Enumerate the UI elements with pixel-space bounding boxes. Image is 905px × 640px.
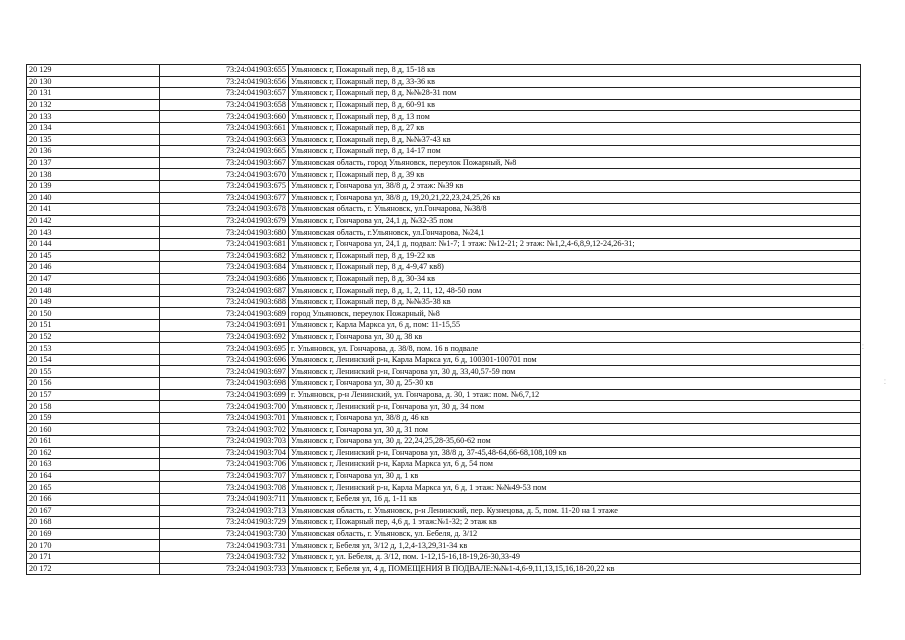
row-number: 20 132: [27, 99, 160, 111]
register-table-body: [27, 65, 861, 575]
row-number: 20 160: [27, 424, 160, 436]
cadastral-number: 73:24:041903:658: [160, 99, 289, 111]
row-number: 20 162: [27, 447, 160, 459]
address-cell: Ульяновск г, Пожарный пер, 8 д, 33-36 кв: [289, 76, 861, 88]
row-number: 20 153: [27, 343, 160, 355]
address-cell: Ульяновск г, Гончарова ул, 24,1 д, №32-35 пом: [289, 215, 861, 227]
table-row: [27, 262, 861, 274]
row-number: 20 156: [27, 378, 160, 390]
table-row: [27, 296, 861, 308]
cadastral-number: 73:24:041903:679: [160, 215, 289, 227]
cadastral-number: 73:24:041903:661: [160, 122, 289, 134]
cadastral-number: 73:24:041903:698: [160, 378, 289, 390]
row-number: 20 147: [27, 273, 160, 285]
cadastral-number: 73:24:041903:692: [160, 331, 289, 343]
table-row: [27, 320, 861, 332]
table-row: [27, 204, 861, 216]
address-cell: Ульяновская область, г.Ульяновск, ул.Гончарова, №24,1: [289, 227, 861, 239]
row-number: 20 142: [27, 215, 160, 227]
table-row: [27, 192, 861, 204]
row-number: 20 168: [27, 517, 160, 529]
address-cell: Ульяновск г, Карла Маркса ул, 6 д, пом: 11-15,55: [289, 320, 861, 332]
row-number: 20 154: [27, 354, 160, 366]
address-cell: Ульяновск г, ул. Бебеля, д. 3/12, пом. 1-12,15-16,18-19,26-30,33-49: [289, 551, 861, 563]
address-cell: г. Ульяновск, р-н Ленинский, ул. Гончарова, д. 30, 1 этаж: пом. №6,7,12: [289, 389, 861, 401]
table-row: [27, 505, 861, 517]
cadastral-number: 73:24:041903:660: [160, 111, 289, 123]
table-row: [27, 273, 861, 285]
address-cell: Ульяновск г, Гончарова ул, 30 д, 22,24,25,28-35,60-62 пом: [289, 436, 861, 448]
table-row: [27, 354, 861, 366]
row-number: 20 136: [27, 146, 160, 158]
address-cell: Ульяновск г, Ленинский р-н, Гончарова ул, 30 д, 33,40,57-59 пом: [289, 366, 861, 378]
table-row: [27, 470, 861, 482]
table-row: [27, 88, 861, 100]
table-row: [27, 250, 861, 262]
address-cell: Ульяновск г, Пожарный пер, 8 д, 60-91 кв: [289, 99, 861, 111]
cadastral-number: 73:24:041903:706: [160, 459, 289, 471]
address-cell: Ульяновск г, Гончарова ул, 30 д, 25-30 кв: [289, 378, 861, 390]
table-row: [27, 424, 861, 436]
address-cell: Ульяновск г, Ленинский р-н, Карла Маркса ул, 6 д, 54 пом: [289, 459, 861, 471]
address-cell: Ульяновская область, г. Ульяновск, ул.Гончарова, №38/8: [289, 204, 861, 216]
cadastral-number: 73:24:041903:730: [160, 528, 289, 540]
cadastral-number: 73:24:041903:678: [160, 204, 289, 216]
table-row: [27, 227, 861, 239]
address-cell: Ульяновск г, Пожарный пер, 8 д, 13 пом: [289, 111, 861, 123]
cadastral-number: 73:24:041903:667: [160, 157, 289, 169]
table-row: [27, 215, 861, 227]
row-number: 20 172: [27, 563, 160, 575]
row-number: 20 134: [27, 122, 160, 134]
cadastral-number: 73:24:041903:681: [160, 238, 289, 250]
row-number: 20 131: [27, 88, 160, 100]
row-number: 20 149: [27, 296, 160, 308]
cadastral-number: 73:24:041903:665: [160, 146, 289, 158]
cadastral-number: 73:24:041903:697: [160, 366, 289, 378]
table-row: [27, 122, 861, 134]
table-row: [27, 366, 861, 378]
cadastral-number: 73:24:041903:657: [160, 88, 289, 100]
cadastral-number: 73:24:041903:731: [160, 540, 289, 552]
address-cell: Ульяновск г, Ленинский р-н, Карла Маркса ул, 6 д, 1 этаж: №№49-53 пом: [289, 482, 861, 494]
address-cell: Ульяновская область, г. Ульяновск, р-н Ленинский, пер. Кузнецова, д. 5, пом. 11-20 на 1 этаже: [289, 505, 861, 517]
row-number: 20 130: [27, 76, 160, 88]
address-cell: Ульяновск г, Пожарный пер, 8 д, 39 кв: [289, 169, 861, 181]
row-number: 20 140: [27, 192, 160, 204]
cadastral-number: 73:24:041903:686: [160, 273, 289, 285]
address-cell: Ульяновск г, Пожарный пер, 8 д, 15-18 кв: [289, 65, 861, 77]
cadastral-number: 73:24:041903:699: [160, 389, 289, 401]
address-cell: г. Ульяновск, ул. Гончарова, д. 38/8, пом. 16 в подвале: [289, 343, 861, 355]
cadastral-number: 73:24:041903:687: [160, 285, 289, 297]
address-cell: Ульяновск г, Пожарный пер, 8 д, №№28-31 пом: [289, 88, 861, 100]
table-row: [27, 76, 861, 88]
table-row: [27, 493, 861, 505]
table-row: [27, 308, 861, 320]
cadastral-number: 73:24:041903:684: [160, 262, 289, 274]
row-number: 20 165: [27, 482, 160, 494]
table-row: [27, 551, 861, 563]
table-row: [27, 146, 861, 158]
row-number: 20 171: [27, 551, 160, 563]
row-number: 20 129: [27, 65, 160, 77]
table-row: [27, 436, 861, 448]
cadastral-number: 73:24:041903:688: [160, 296, 289, 308]
cadastral-number: 73:24:041903:655: [160, 65, 289, 77]
table-row: [27, 343, 861, 355]
cadastral-number: 73:24:041903:732: [160, 551, 289, 563]
table-row: [27, 378, 861, 390]
cadastral-number: 73:24:041903:713: [160, 505, 289, 517]
address-cell: Ульяновск г, Бебеля ул, 3/12 д, 1,2,4-13,29,31-34 кв: [289, 540, 861, 552]
cadastral-number: 73:24:041903:695: [160, 343, 289, 355]
row-number: 20 166: [27, 493, 160, 505]
address-cell: Ульяновск г, Пожарный пер, 4,6 д, 1 этаж:№1-32; 2 этаж кв: [289, 517, 861, 529]
cadastral-number: 73:24:041903:707: [160, 470, 289, 482]
row-number: 20 138: [27, 169, 160, 181]
address-cell: Ульяновск г, Ленинский р-н, Карла Маркса ул, 6 д, 100301-100701 пом: [289, 354, 861, 366]
table-row: [27, 447, 861, 459]
row-number: 20 163: [27, 459, 160, 471]
cadastral-number: 73:24:041903:656: [160, 76, 289, 88]
table-row: [27, 169, 861, 181]
table-row: [27, 412, 861, 424]
cadastral-number: 73:24:041903:675: [160, 180, 289, 192]
row-number: 20 155: [27, 366, 160, 378]
address-cell: Ульяновск г, Ленинский р-н, Гончарова ул, 38/8 д, 37-45,48-64,66-68,108,109 кв: [289, 447, 861, 459]
address-cell: Ульяновск г, Бебеля ул, 4 д, ПОМЕЩЕНИЯ В ПОДВАЛЕ:№№1-4,6-9,11,13,15,16,18-20,22 кв: [289, 563, 861, 575]
table-row: [27, 517, 861, 529]
table-row: [27, 459, 861, 471]
row-number: 20 150: [27, 308, 160, 320]
address-cell: Ульяновск г, Гончарова ул, 30 д, 38 кв: [289, 331, 861, 343]
table-row: [27, 180, 861, 192]
row-number: 20 139: [27, 180, 160, 192]
scan-artifact: ⁚: [862, 344, 864, 351]
row-number: 20 152: [27, 331, 160, 343]
table-row: [27, 401, 861, 413]
address-cell: Ульяновск г, Пожарный пер, 8 д, №№35-38 кв: [289, 296, 861, 308]
row-number: 20 141: [27, 204, 160, 216]
cadastral-number: 73:24:041903:680: [160, 227, 289, 239]
row-number: 20 158: [27, 401, 160, 413]
cadastral-number: 73:24:041903:689: [160, 308, 289, 320]
address-cell: Ульяновская область, город Ульяновск, переулок Пожарный, №8: [289, 157, 861, 169]
address-cell: Ульяновск г, Пожарный пер, 8 д, 1, 2, 11, 12, 48-50 пом: [289, 285, 861, 297]
table-row: [27, 482, 861, 494]
table-row: [27, 563, 861, 575]
row-number: 20 137: [27, 157, 160, 169]
address-cell: город Ульяновск, переулок Пожарный, №8: [289, 308, 861, 320]
row-number: 20 133: [27, 111, 160, 123]
table-row: [27, 528, 861, 540]
address-cell: Ульяновск г, Пожарный пер, 8 д, 19-22 кв: [289, 250, 861, 262]
row-number: 20 151: [27, 320, 160, 332]
address-cell: Ульяновск г, Пожарный пер, 8 д, 30-34 кв: [289, 273, 861, 285]
address-cell: Ульяновск г, Гончарова ул, 24,1 д, подвал: №1-7; 1 этаж: №12-21; 2 этаж: №1,2,4-6,8,9,12-24,26-31;: [289, 238, 861, 250]
cadastral-number: 73:24:041903:677: [160, 192, 289, 204]
address-cell: Ульяновск г, Гончарова ул, 38/8 д, 46 кв: [289, 412, 861, 424]
address-cell: Ульяновск г, Пожарный пер, 8 д, 4-9,47 кв8): [289, 262, 861, 274]
address-cell: Ульяновск г, Гончарова ул, 38/8 д, 2 этаж: №39 кв: [289, 180, 861, 192]
address-cell: Ульяновск г, Гончарова ул, 38/8 д, 19,20,21,22,23,24,25,26 кв: [289, 192, 861, 204]
address-cell: Ульяновск г, Гончарова ул, 30 д, 31 пом: [289, 424, 861, 436]
scan-artifact: ⁚: [884, 379, 886, 386]
address-cell: Ульяновск г, Пожарный пер, 8 д, 27 кв: [289, 122, 861, 134]
cadastral-number: 73:24:041903:670: [160, 169, 289, 181]
cadastral-number: 73:24:041903:702: [160, 424, 289, 436]
row-number: 20 159: [27, 412, 160, 424]
table-row: [27, 285, 861, 297]
table-row: [27, 238, 861, 250]
row-number: 20 148: [27, 285, 160, 297]
cadastral-number: 73:24:041903:704: [160, 447, 289, 459]
row-number: 20 169: [27, 528, 160, 540]
cadastral-number: 73:24:041903:682: [160, 250, 289, 262]
table-row: [27, 157, 861, 169]
address-cell: Ульяновск г, Пожарный пер, 8 д, №№37-43 кв: [289, 134, 861, 146]
register-table: [26, 64, 861, 575]
table-row: [27, 540, 861, 552]
address-cell: Ульяновская область, г. Ульяновск, ул. Бебеля, д. 3/12: [289, 528, 861, 540]
cadastral-number: 73:24:041903:700: [160, 401, 289, 413]
row-number: 20 167: [27, 505, 160, 517]
row-number: 20 143: [27, 227, 160, 239]
row-number: 20 145: [27, 250, 160, 262]
row-number: 20 161: [27, 436, 160, 448]
table-row: [27, 134, 861, 146]
address-cell: Ульяновск г, Бебеля ул, 16 д, 1-11 кв: [289, 493, 861, 505]
row-number: 20 144: [27, 238, 160, 250]
row-number: 20 157: [27, 389, 160, 401]
address-cell: Ульяновск г, Ленинский р-н, Гончарова ул, 30 д, 34 пом: [289, 401, 861, 413]
cadastral-number: 73:24:041903:733: [160, 563, 289, 575]
cadastral-number: 73:24:041903:711: [160, 493, 289, 505]
table-row: [27, 65, 861, 77]
cadastral-number: 73:24:041903:696: [160, 354, 289, 366]
address-cell: Ульяновск г, Пожарный пер, 8 д, 14-17 пом: [289, 146, 861, 158]
table-row: [27, 99, 861, 111]
cadastral-number: 73:24:041903:701: [160, 412, 289, 424]
cadastral-number: 73:24:041903:729: [160, 517, 289, 529]
address-cell: Ульяновск г, Гончарова ул, 30 д, 1 кв: [289, 470, 861, 482]
row-number: 20 146: [27, 262, 160, 274]
row-number: 20 170: [27, 540, 160, 552]
cadastral-number: 73:24:041903:708: [160, 482, 289, 494]
cadastral-number: 73:24:041903:663: [160, 134, 289, 146]
row-number: 20 164: [27, 470, 160, 482]
table-row: [27, 389, 861, 401]
row-number: 20 135: [27, 134, 160, 146]
cadastral-number: 73:24:041903:703: [160, 436, 289, 448]
table-row: [27, 111, 861, 123]
table-row: [27, 331, 861, 343]
cadastral-number: 73:24:041903:691: [160, 320, 289, 332]
